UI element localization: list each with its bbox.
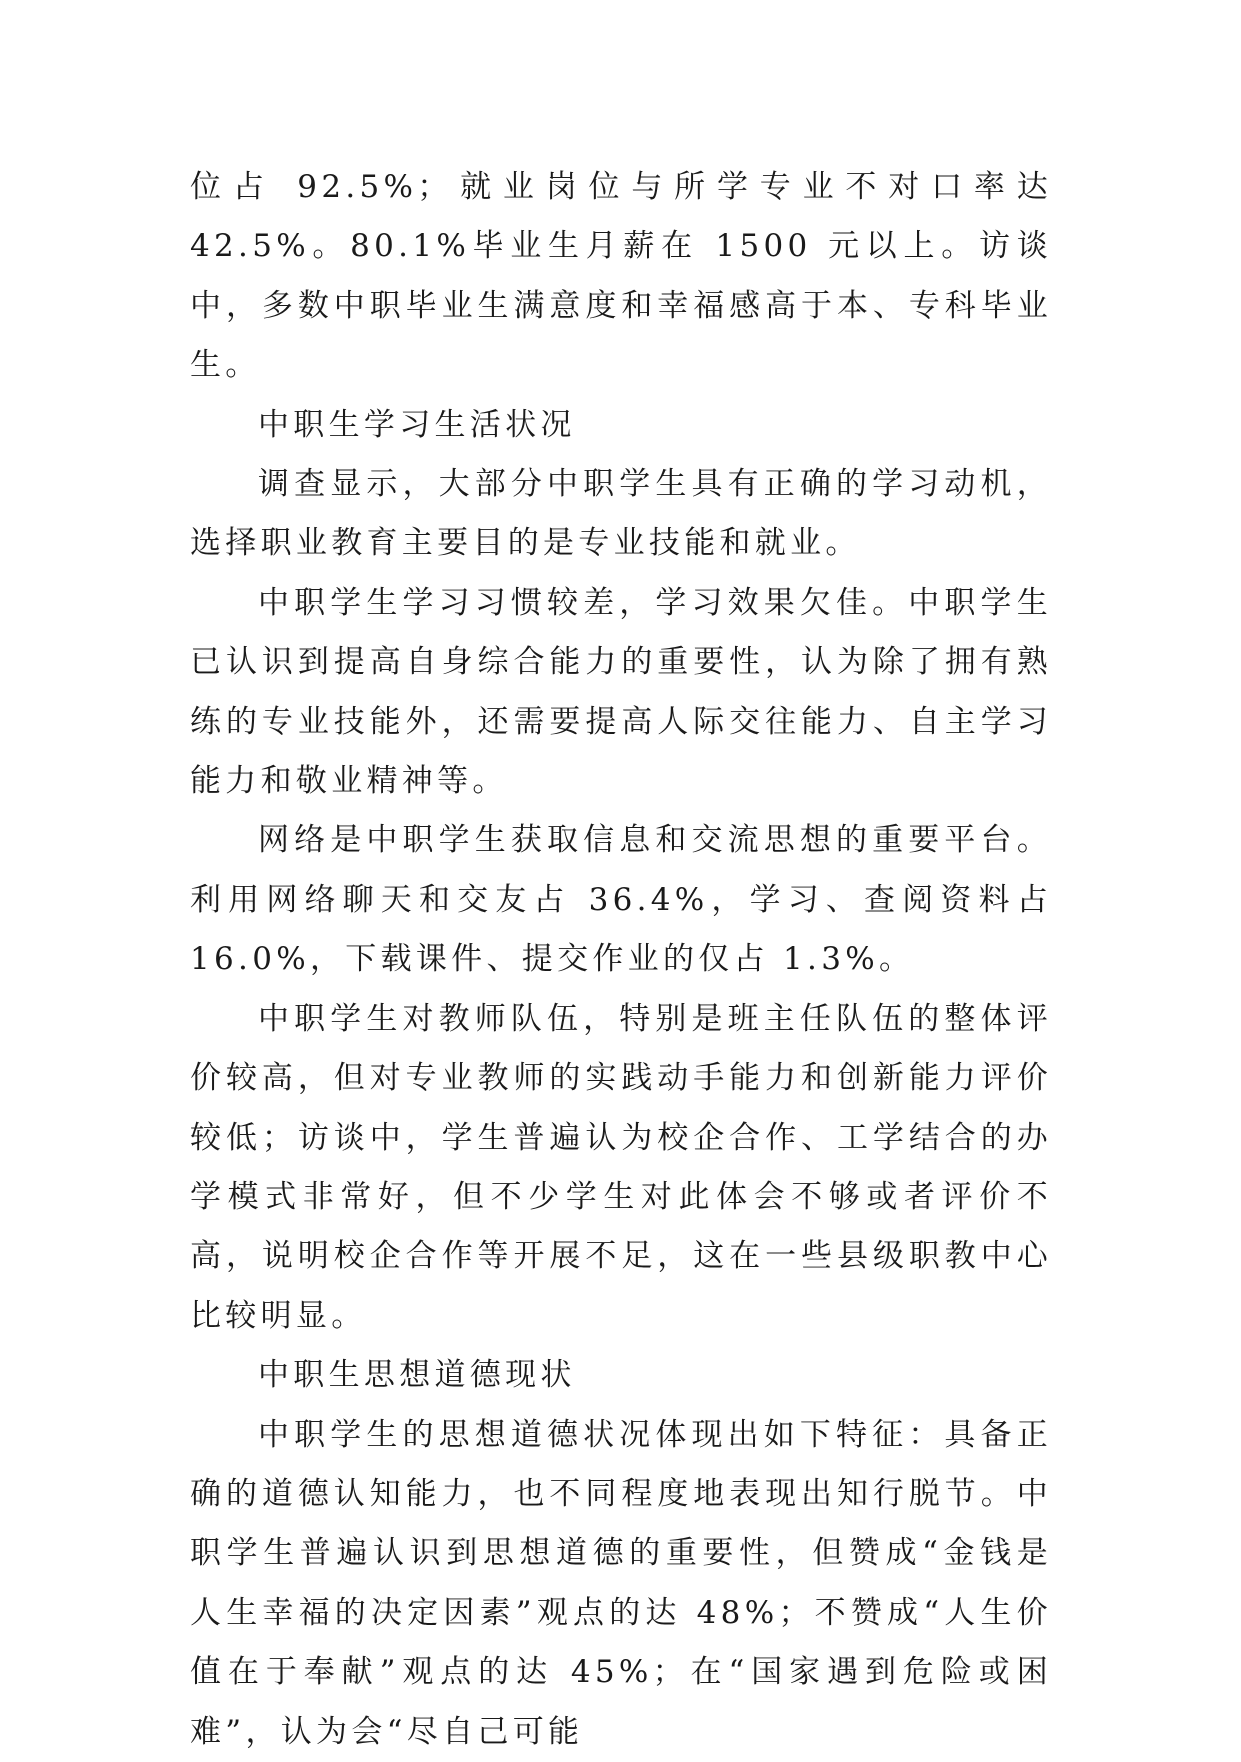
document-body [190, 158, 1052, 1762]
paragraph-teacher-evaluation: 中职学生对教师队伍，特别是班主任队伍的整体评价较高，但对专业教师的实践动手能力和创新能力评价较低；访谈中，学生普遍认为校企合作、工学结合的办学模式非常好，但不少学生对此体会不够或者评价不高，说明校企合作等开展不足，这在一些县级职教中心比较明显。 [190, 1000, 1052, 1334]
paragraph-moral-characteristics: 中职学生的思想道德状况体现出如下特征：具备正确的道德认知能力，也不同程度地表现出知行脱节。中职学生普遍认识到思想道德的重要性，但赞成“金钱是人生幸福的决定因素”观点的达 48%；不赞成“人生价值在于奉献”观点的达 45%；在“国家遇到危险或困难”，认为会“尽自己可能 [190, 1416, 1052, 1750]
paragraph-learning-motivation: 调查显示，大部分中职学生具有正确的学习动机，选择职业教育主要目的是专业技能和就业。 [190, 466, 1052, 562]
section-heading-study-life: 中职生学习生活状况 [258, 406, 576, 443]
paragraph-learning-habits: 中职学生学习习惯较差，学习效果欠佳。中职学生已认识到提高自身综合能力的重要性，认为除了拥有熟练的专业技能外，还需要提高人际交往能力、自主学习能力和敬业精神等。 [190, 584, 1052, 800]
paragraph-internet-usage: 网络是中职学生获取信息和交流思想的重要平台。利用网络聊天和交友占 36.4%，学习、查阅资料占 16.0%，下载课件、提交作业的仅占 1.3%。 [190, 822, 1052, 978]
section-heading-moral-status: 中职生思想道德现状 [258, 1357, 576, 1394]
paragraph-continued: 位占 92.5%；就业岗位与所学专业不对口率达 42.5%。80.1%毕业生月薪在 1500 元以上。访谈中，多数中职毕业生满意度和幸福感高于本、专科毕业生。 [190, 169, 1052, 384]
